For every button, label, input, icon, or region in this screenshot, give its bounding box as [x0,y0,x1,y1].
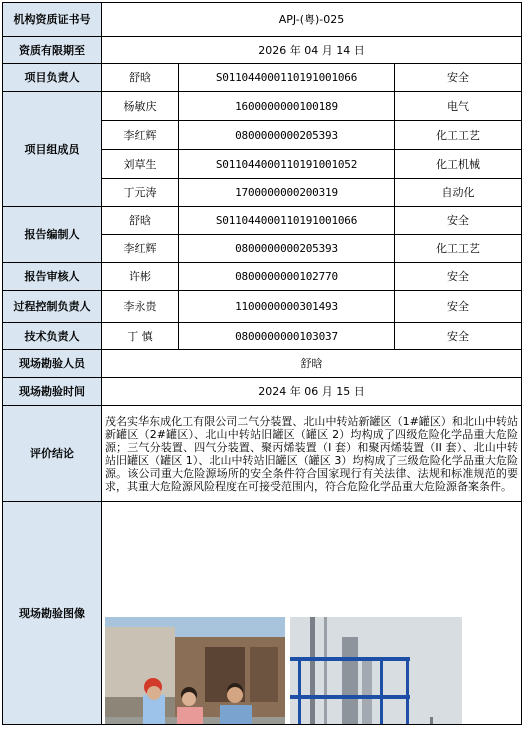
info-table [2,2,522,725]
process-control-specialty: 安全 [395,291,522,323]
row-reviewer [3,263,522,291]
photos-cell [102,502,522,725]
site-photo-equipment-image [290,617,462,725]
site-photo-people [105,617,285,725]
author-row [3,207,522,235]
tech-lead-name: 丁 慎 [102,323,179,350]
members-label: 项目组成员 [3,92,102,207]
row-process-control [3,291,522,323]
author-name: 李红辉 [102,235,179,263]
author-specialty: 化工工艺 [395,235,522,263]
author-name: 舒晗 [102,207,179,235]
survey-staff-label: 现场勘验人员 [3,350,102,378]
member-cert-no: 1700000000200319 [179,179,395,207]
row-cert [3,3,522,37]
row-survey-time [3,378,522,406]
member-specialty: 化工工艺 [395,121,522,150]
member-cert-no: 0800000000205393 [179,121,395,150]
conclusion-label: 评价结论 [3,406,102,502]
validity-label: 资质有限期至 [3,37,102,64]
process-control-label: 过程控制负责人 [3,291,102,323]
reviewer-label: 报告审核人 [3,263,102,291]
process-control-cert-no: 1100000000301493 [179,291,395,323]
survey-time-label: 现场勘验时间 [3,378,102,406]
reviewer-name: 许彬 [102,263,179,291]
row-survey-staff [3,350,522,378]
evaluation-info-sheet [2,2,521,723]
row-tech-lead [3,323,522,350]
cert-label: 机构资质证书号 [3,3,102,37]
leader-specialty: 安全 [395,64,522,92]
author-specialty: 安全 [395,207,522,235]
member-name: 李红辉 [102,121,179,150]
site-photo-equipment [290,617,462,725]
row-validity [3,37,522,64]
row-photos [3,502,522,725]
author-cert-no: S011044000110191001066 [179,207,395,235]
report-author-label: 报告编制人 [3,207,102,263]
reviewer-specialty: 安全 [395,263,522,291]
leader-cert-no: S011044000110191001066 [179,64,395,92]
author-cert-no: 0800000000205393 [179,235,395,263]
tech-lead-label: 技术负责人 [3,323,102,350]
member-name: 杨敏庆 [102,92,179,121]
reviewer-cert-no: 0800000000102770 [179,263,395,291]
conclusion-text: 茂名实华东成化工有限公司二气分装置、北山中转站新罐区（1#罐区）和北山中转站新罐区（2#罐区）、北山中转站旧罐区（罐区 2）均构成了四级危险化学品重大危险源；三气分装置、四气分装置、聚丙烯装置（I 套）和聚丙烯装置（II 套）、北山中转站旧罐区（罐区 1）、北山中转站旧罐区（罐区 3）均构成了三级危险化学品重大危险源。该公司重大危险源场所的安全条件符合国家现行有关法律、法规和标准规范的要求，其重大危险源风险程度在可接受范围内，符合危险化学品重大危险源备案条件。 [102,406,522,502]
member-row [3,92,522,121]
leader-label: 项目负责人 [3,64,102,92]
survey-time-value: 2024 年 06 月 15 日 [102,378,522,406]
member-cert-no: 1600000000100189 [179,92,395,121]
process-control-name: 李永贵 [102,291,179,323]
member-specialty: 化工机械 [395,150,522,179]
member-specialty: 电气 [395,92,522,121]
survey-staff-value: 舒晗 [102,350,522,378]
row-conclusion [3,406,522,502]
tech-lead-specialty: 安全 [395,323,522,350]
cert-value: APJ-(粤)-025 [102,3,522,37]
member-name: 刘草生 [102,150,179,179]
tech-lead-cert-no: 0800000000103037 [179,323,395,350]
row-leader [3,64,522,92]
leader-name: 舒晗 [102,64,179,92]
member-specialty: 自动化 [395,179,522,207]
site-photo-people-image [105,617,285,725]
photos-label: 现场勘验图像 [3,502,102,725]
member-name: 丁元涛 [102,179,179,207]
member-cert-no: S011044000110191001052 [179,150,395,179]
validity-value: 2026 年 04 月 14 日 [102,37,522,64]
